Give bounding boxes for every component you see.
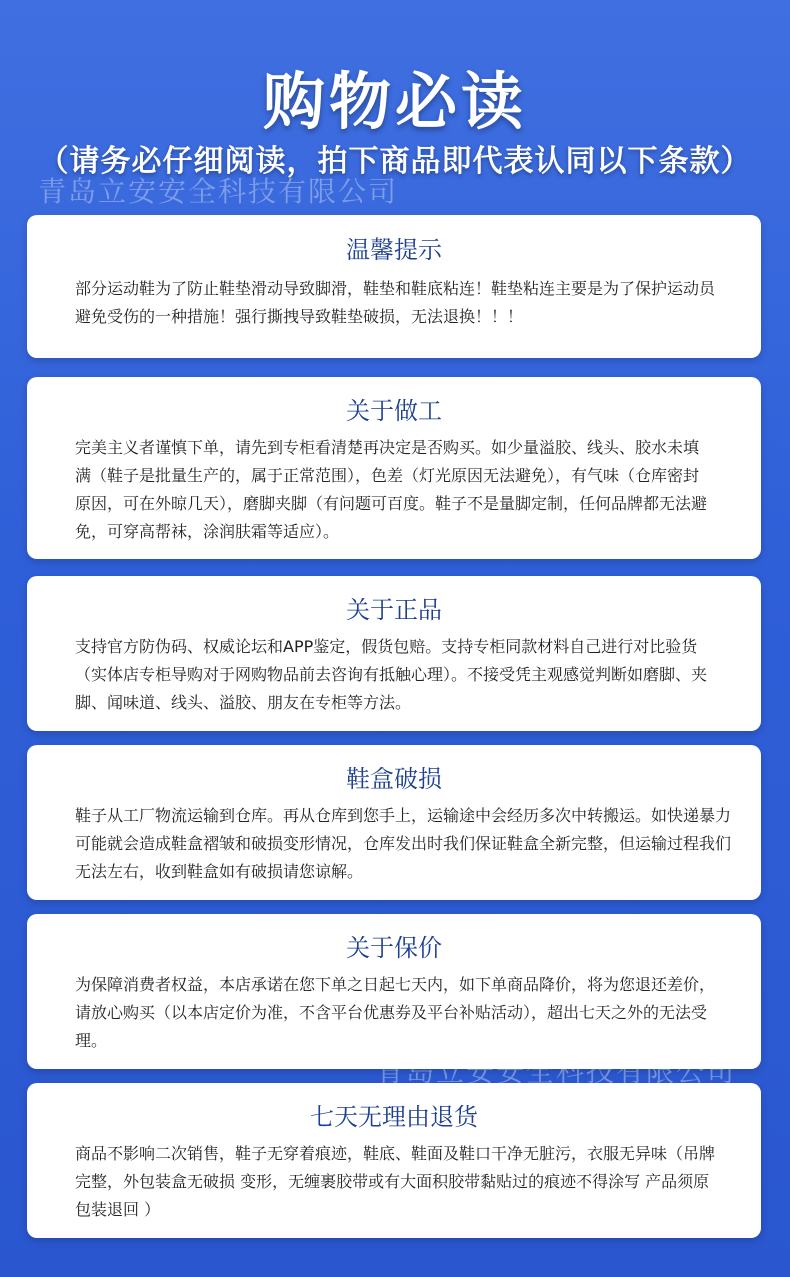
card-heading: 七天无理由退货	[310, 1103, 478, 1131]
card-heading: 关于做工	[346, 397, 442, 425]
notice-card-workmanship	[27, 377, 761, 559]
watermark-bottom: 青岛立安安全科技有限公司	[376, 1055, 737, 1088]
card-body: 部分运动鞋为了防止鞋垫滑动导致脚滑，鞋垫和鞋底粘连！鞋垫粘连主要是为了保护运动员避免受伤的一种措施！强行撕拽导致鞋垫破损，无法退换！！！	[75, 279, 716, 326]
card-body: 商品不影响二次销售，鞋子无穿着痕迹，鞋底、鞋面及鞋口干净无脏污，衣服无异味（吊牌完整，外包装盒无破损 变形，无缠裹胶带或有大面积胶带黏贴过的痕迹不得涂写 产品须原包装退回 ）	[75, 1144, 716, 1219]
card-heading: 关于正品	[346, 596, 442, 624]
page-title: 购物必读	[262, 65, 527, 138]
card-heading: 温馨提示	[346, 236, 442, 264]
watermark-top: 青岛立安安全科技有限公司	[38, 175, 399, 208]
card-body: 支持官方防伪码、权威论坛和APP鉴定，假货包赔。支持专柜同款材料自己进行对比验货（实体店专柜导购对于网购物品前去咨询有抵触心理）。不接受凭主观感觉判断如磨脚、夹脚、闻味道、线头、溢胶、朋友在专柜等方法。	[75, 637, 708, 712]
notice-card-authentic	[27, 576, 761, 731]
card-body: 鞋子从工厂物流运输到仓库。再从仓库到您手上，运输途中会经历多次中转搬运。如快递暴力可能就会造成鞋盒褶皱和破损变形情况，仓库发出时我们保证鞋盒全新完整，但运输过程我们无法左右，收到鞋盒如有破损请您谅解。	[75, 806, 732, 881]
card-body: 为保障消费者权益，本店承诺在您下单之日起七天内，如下单商品降价，将为您退还差价，请放心购买（以本店定价为准，不含平台优惠券及平台补贴活动），超出七天之外的无法受理。	[75, 975, 716, 1050]
notice-card-price-protection	[27, 914, 761, 1069]
card-body: 完美主义者谨慎下单，请先到专柜看清楚再决定是否购买。如少量溢胶、线头、胶水未填满（鞋子是批量生产的，属于正常范围），色差（灯光原因无法避免），有气味（仓库密封原因，可在外晾几天），磨脚夹脚（有问题可百度。鞋子不是量脚定制，任何品牌都无法避免，可穿高帮袜，涂润肤霜等适应）。	[75, 438, 708, 541]
notice-card-returns	[27, 1083, 761, 1238]
notice-card-tips	[27, 215, 761, 358]
notice-card-box-damage	[27, 745, 761, 900]
page-subtitle: （请务必仔细阅读，拍下商品即代表认同以下条款）	[38, 144, 752, 179]
card-heading: 关于保价	[346, 934, 442, 962]
card-heading: 鞋盒破损	[346, 765, 442, 793]
